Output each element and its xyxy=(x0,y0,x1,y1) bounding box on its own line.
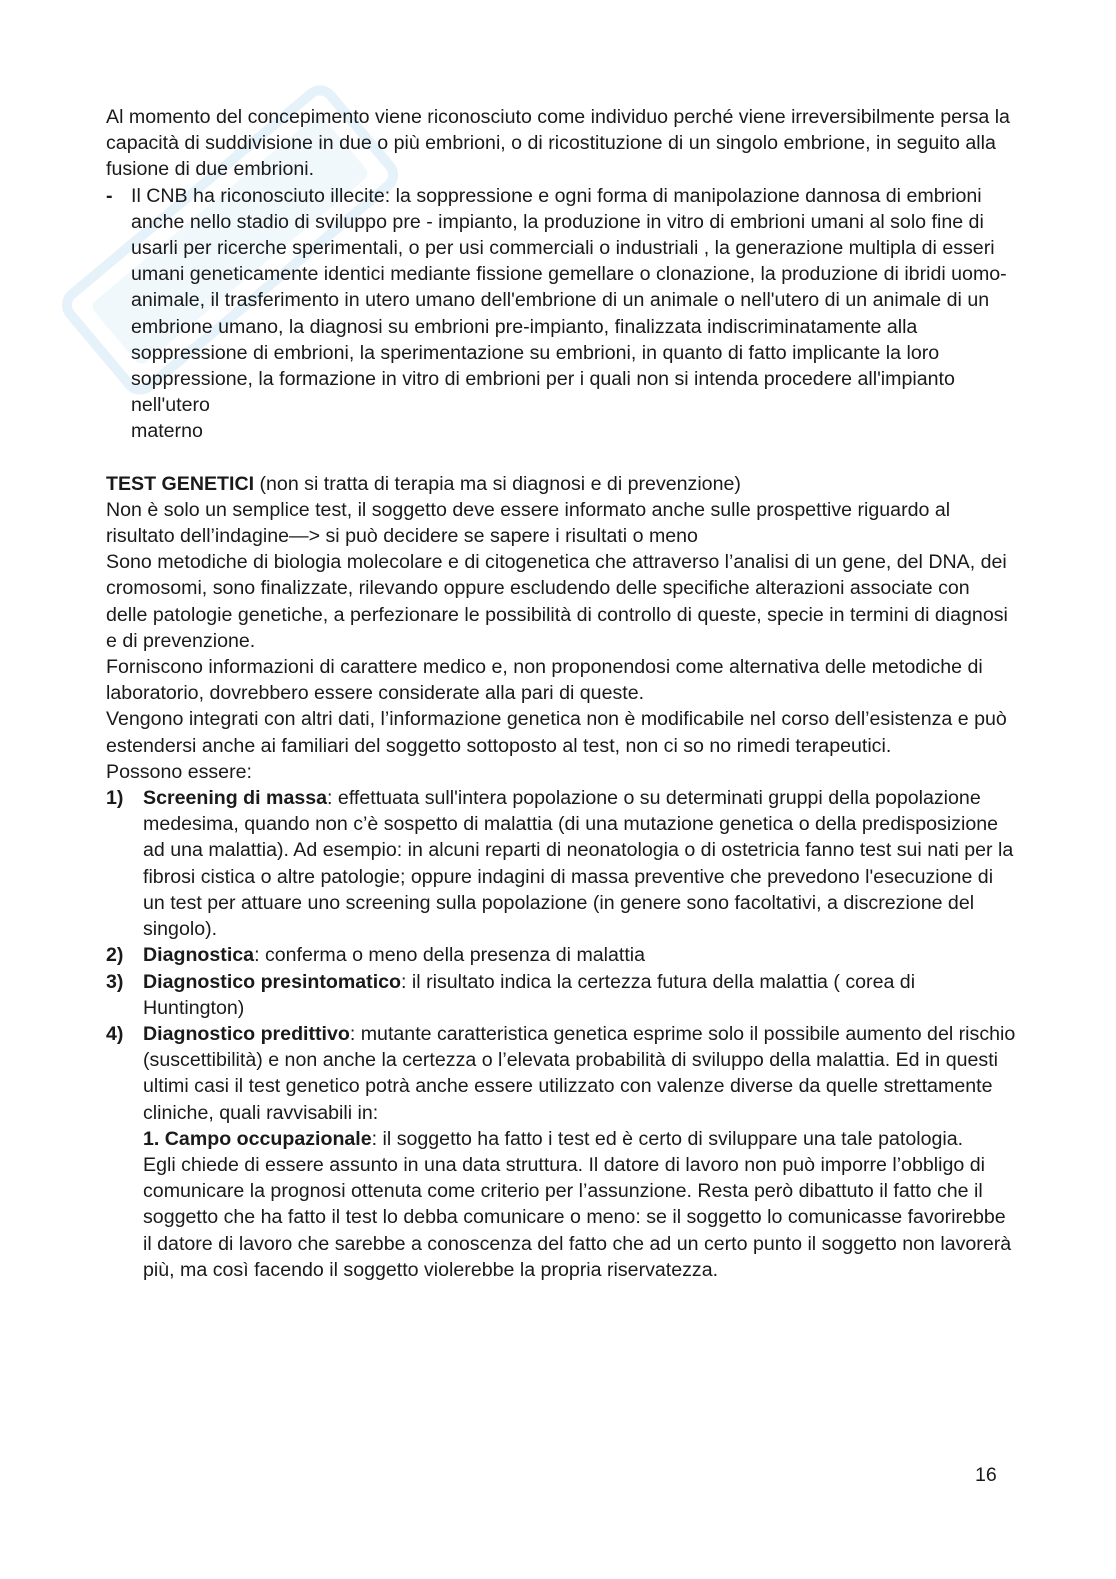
item-text: : mutante caratteristica genetica esprime solo il possibile aumento del rischio (suscettibilità) e non anche la certezza o l’elevata probabilità di sviluppo della malattia. Ed in questi ultimi casi il test genetico potrà anche essere utilizzato con valenze diverse da quelle strettamente cliniche, quali ravvisabili in: xyxy=(143,1022,1016,1124)
paragraph: Vengono integrati con altri dati, l’informazione genetica non è modificabile nel corso dell’esistenza e può estendersi anche ai familiari del soggetto sottoposto al test, non ci so no rimedi terapeutici. xyxy=(106,708,1007,757)
item-number: 1) xyxy=(106,787,124,810)
page-number: 16 xyxy=(975,1464,997,1486)
paragraph: Possono essere: xyxy=(106,760,252,783)
item-term: Diagnostico presintomatico xyxy=(143,970,402,993)
sub-item xyxy=(143,1126,1016,1283)
item-number: 4) xyxy=(106,1022,124,1045)
heading-subtitle: (non si tratta di terapia ma si diagnosi e di prevenzione) xyxy=(254,472,741,495)
item-text: : effettuata sull'intera popolazione o su determinati gruppi della popolazione medesima, quando non c’è sospetto di malattia (di una mutazione genetica o della predisposizione ad una malattia). Ad esempio: in alcuni reparti di neonatologia o di ostetricia fanno test sui nati per la fibrosi cistica o altre patologie; oppure indagini di massa preventive che prevedono l'esecuzione di un test per attuare uno screening sulla popolazione (in genere sono facoltativi, a discrezione del singolo). xyxy=(143,787,1014,941)
item-term: Diagnostico predittivo xyxy=(143,1022,350,1045)
item-text: : conferma o meno della presenza di malattia xyxy=(254,944,646,967)
numbered-item xyxy=(106,942,1016,968)
item-number: 3) xyxy=(106,970,124,993)
sub-item-term: 1. Campo occupazionale xyxy=(143,1127,372,1150)
sub-item-paragraph: Egli chiede di essere assunto in una data struttura. Il datore di lavoro non può imporre l’obbligo di comunicare la prognosi ottenuta come criterio per l’assunzione. Resta però dibattuto il fatto che il soggetto che ha fatto il test lo debba comunicare o meno: se il soggetto lo comunicasse favorirebbe il datore di lavoro che sarebbe a conoscenza del fatto che ad un certo punto il soggetto non lavorerà più, ma così facendo il soggetto violerebbe la propria riservatezza. xyxy=(143,1153,1012,1281)
cnb-text-end: materno xyxy=(131,420,203,443)
heading-title: TEST GENETICI xyxy=(106,472,255,495)
item-term: Screening di massa xyxy=(143,787,328,810)
paragraph: Sono metodiche di biologia molecolare e di citogenetica che attraverso l’analisi di un gene, del DNA, dei cromosomi, sono finalizzate, rilevando oppure escludendo delle specifiche alterazioni associate con delle patologie genetiche, a perfezionare le possibilità di controllo di queste, specie in termini di diagnosi e di prevenzione. xyxy=(106,551,1008,652)
cnb-list-item xyxy=(106,183,1016,445)
numbered-item xyxy=(106,785,1016,942)
item-number: 2) xyxy=(106,944,124,967)
numbered-item xyxy=(106,1021,1016,1283)
item-term: Diagnostica xyxy=(143,944,255,967)
paragraph: Non è solo un semplice test, il soggetto deve essere informato anche sulle prospettive riguardo al risultato dell’indagine—> si può decidere se sapere i risultati o meno xyxy=(106,498,951,548)
intro-paragraph: Al momento del concepimento viene riconosciuto come individuo perché viene irreversibilmente persa la capacità di suddivisione in due o più embrioni, o di ricostituzione di un singolo embrione, in seguito alla fusione di due embrioni. xyxy=(106,106,1010,181)
sub-item-text: : il soggetto ha fatto i test ed è certo di sviluppare una tale patologia. xyxy=(371,1127,964,1150)
dash-bullet: - xyxy=(106,184,113,207)
page-content xyxy=(106,104,1016,1283)
item-text: : il risultato indica la certezza futura della malattia ( corea di Huntington) xyxy=(143,970,916,1019)
numbered-item xyxy=(106,969,1016,1021)
section-heading xyxy=(106,471,1016,497)
cnb-text: Il CNB ha riconosciuto illecite: la soppressione e ogni forma di manipolazione dannosa di embrioni anche nello stadio di sviluppo pre - impianto, la produzione in vitro di embrioni umani al solo fine di usarli per ricerche sperimentali, o per usi commerciali o industriali , la generazione multipla di esseri umani geneticamente identici mediante fissione gemellare o clonazione, la produzione di ibridi uomo-animale, il trasferimento in utero umano dell'embrione di un animale o nell'utero di un animale di un embrione umano, la diagnosi su embrioni pre-impianto, finalizzata indiscriminatamente alla soppressione di embrioni, la sperimentazione su embrioni, in quanto di fatto implicante la loro soppressione, la formazione in vitro di embrioni per i quali non si intenda procedere all'impianto nell'utero xyxy=(131,184,1007,417)
paragraph: Forniscono informazioni di carattere medico e, non proponendosi come alternativa delle metodiche di laboratorio, dovrebbero essere considerate alla pari di queste. xyxy=(106,656,983,705)
